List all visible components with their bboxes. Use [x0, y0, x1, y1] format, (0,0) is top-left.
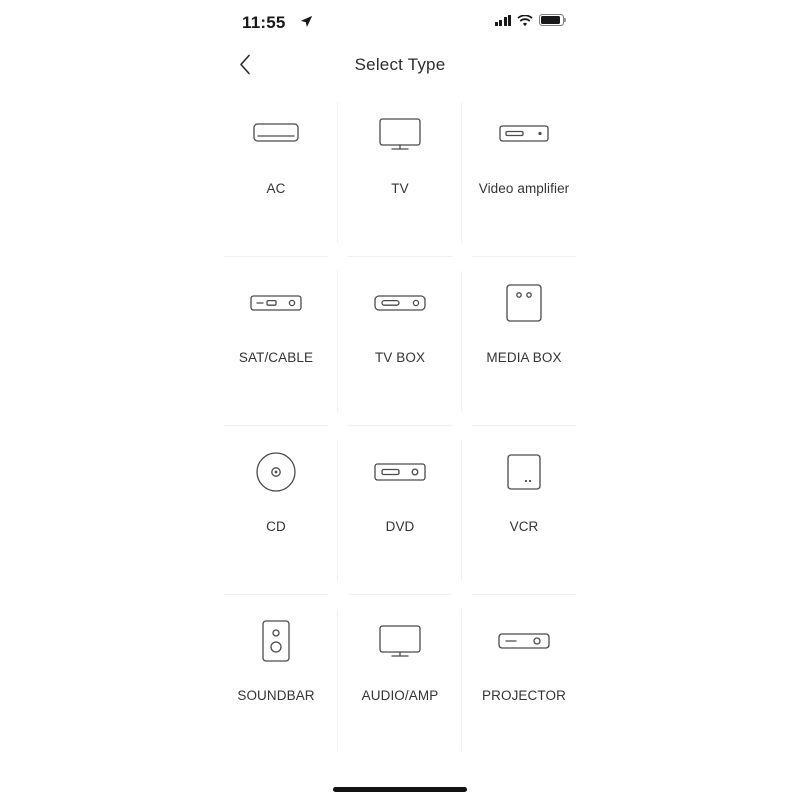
television-icon — [379, 88, 421, 180]
grid-item-ac[interactable] — [214, 88, 338, 257]
grid-item-label: AUDIO/AMP — [361, 688, 439, 703]
grid-item-label: SAT/CABLE — [238, 350, 314, 365]
battery-icon — [539, 14, 564, 26]
location-arrow-icon — [300, 15, 313, 28]
grid-item-label: SOUNDBAR — [237, 688, 315, 703]
satellite-receiver-icon — [250, 257, 302, 349]
grid-item-label: AC — [266, 181, 286, 196]
grid-item-sat-cable[interactable] — [214, 257, 338, 426]
speaker-icon — [262, 595, 290, 687]
media-box-icon — [506, 257, 542, 349]
grid-item-tv-box[interactable] — [338, 257, 462, 426]
grid-item-label: VCR — [509, 519, 539, 534]
grid-item-label: DVD — [385, 519, 415, 534]
grid-item-label: CD — [266, 519, 286, 534]
vcr-icon — [507, 426, 541, 518]
nav-bar — [214, 44, 586, 90]
grid-item-tv[interactable] — [338, 88, 462, 257]
grid-item-label: MEDIA BOX — [486, 350, 562, 365]
air-conditioner-icon — [253, 88, 299, 180]
cellular-bars-icon — [495, 15, 512, 26]
grid-item-cd[interactable] — [214, 426, 338, 595]
grid-item-label: TV — [391, 181, 409, 196]
grid-item-dvd[interactable] — [338, 426, 462, 595]
compact-disc-icon — [256, 426, 296, 518]
grid-item-vcr[interactable] — [462, 426, 586, 595]
video-amplifier-icon — [499, 88, 549, 180]
grid-item-label: PROJECTOR — [482, 688, 566, 703]
device-type-grid — [214, 88, 586, 764]
audio-amp-icon — [379, 595, 421, 687]
grid-item-label: TV BOX — [374, 350, 426, 365]
wifi-icon — [517, 14, 533, 26]
grid-item-audio-amp[interactable] — [338, 595, 462, 764]
status-bar — [214, 0, 586, 44]
page-title: Select Type — [354, 55, 446, 74]
dvd-player-icon — [374, 426, 426, 518]
phone-viewport — [214, 0, 586, 800]
projector-icon — [498, 595, 550, 687]
tv-box-icon — [374, 257, 426, 349]
grid-item-soundbar[interactable] — [214, 595, 338, 764]
home-indicator[interactable] — [333, 787, 467, 792]
status-indicators — [495, 14, 565, 26]
grid-item-label: Video amplifier — [478, 181, 570, 196]
grid-item-projector[interactable] — [462, 595, 586, 764]
status-time: 11:55 — [242, 13, 286, 32]
grid-item-media-box[interactable] — [462, 257, 586, 426]
grid-item-video-amplifier[interactable] — [462, 88, 586, 257]
